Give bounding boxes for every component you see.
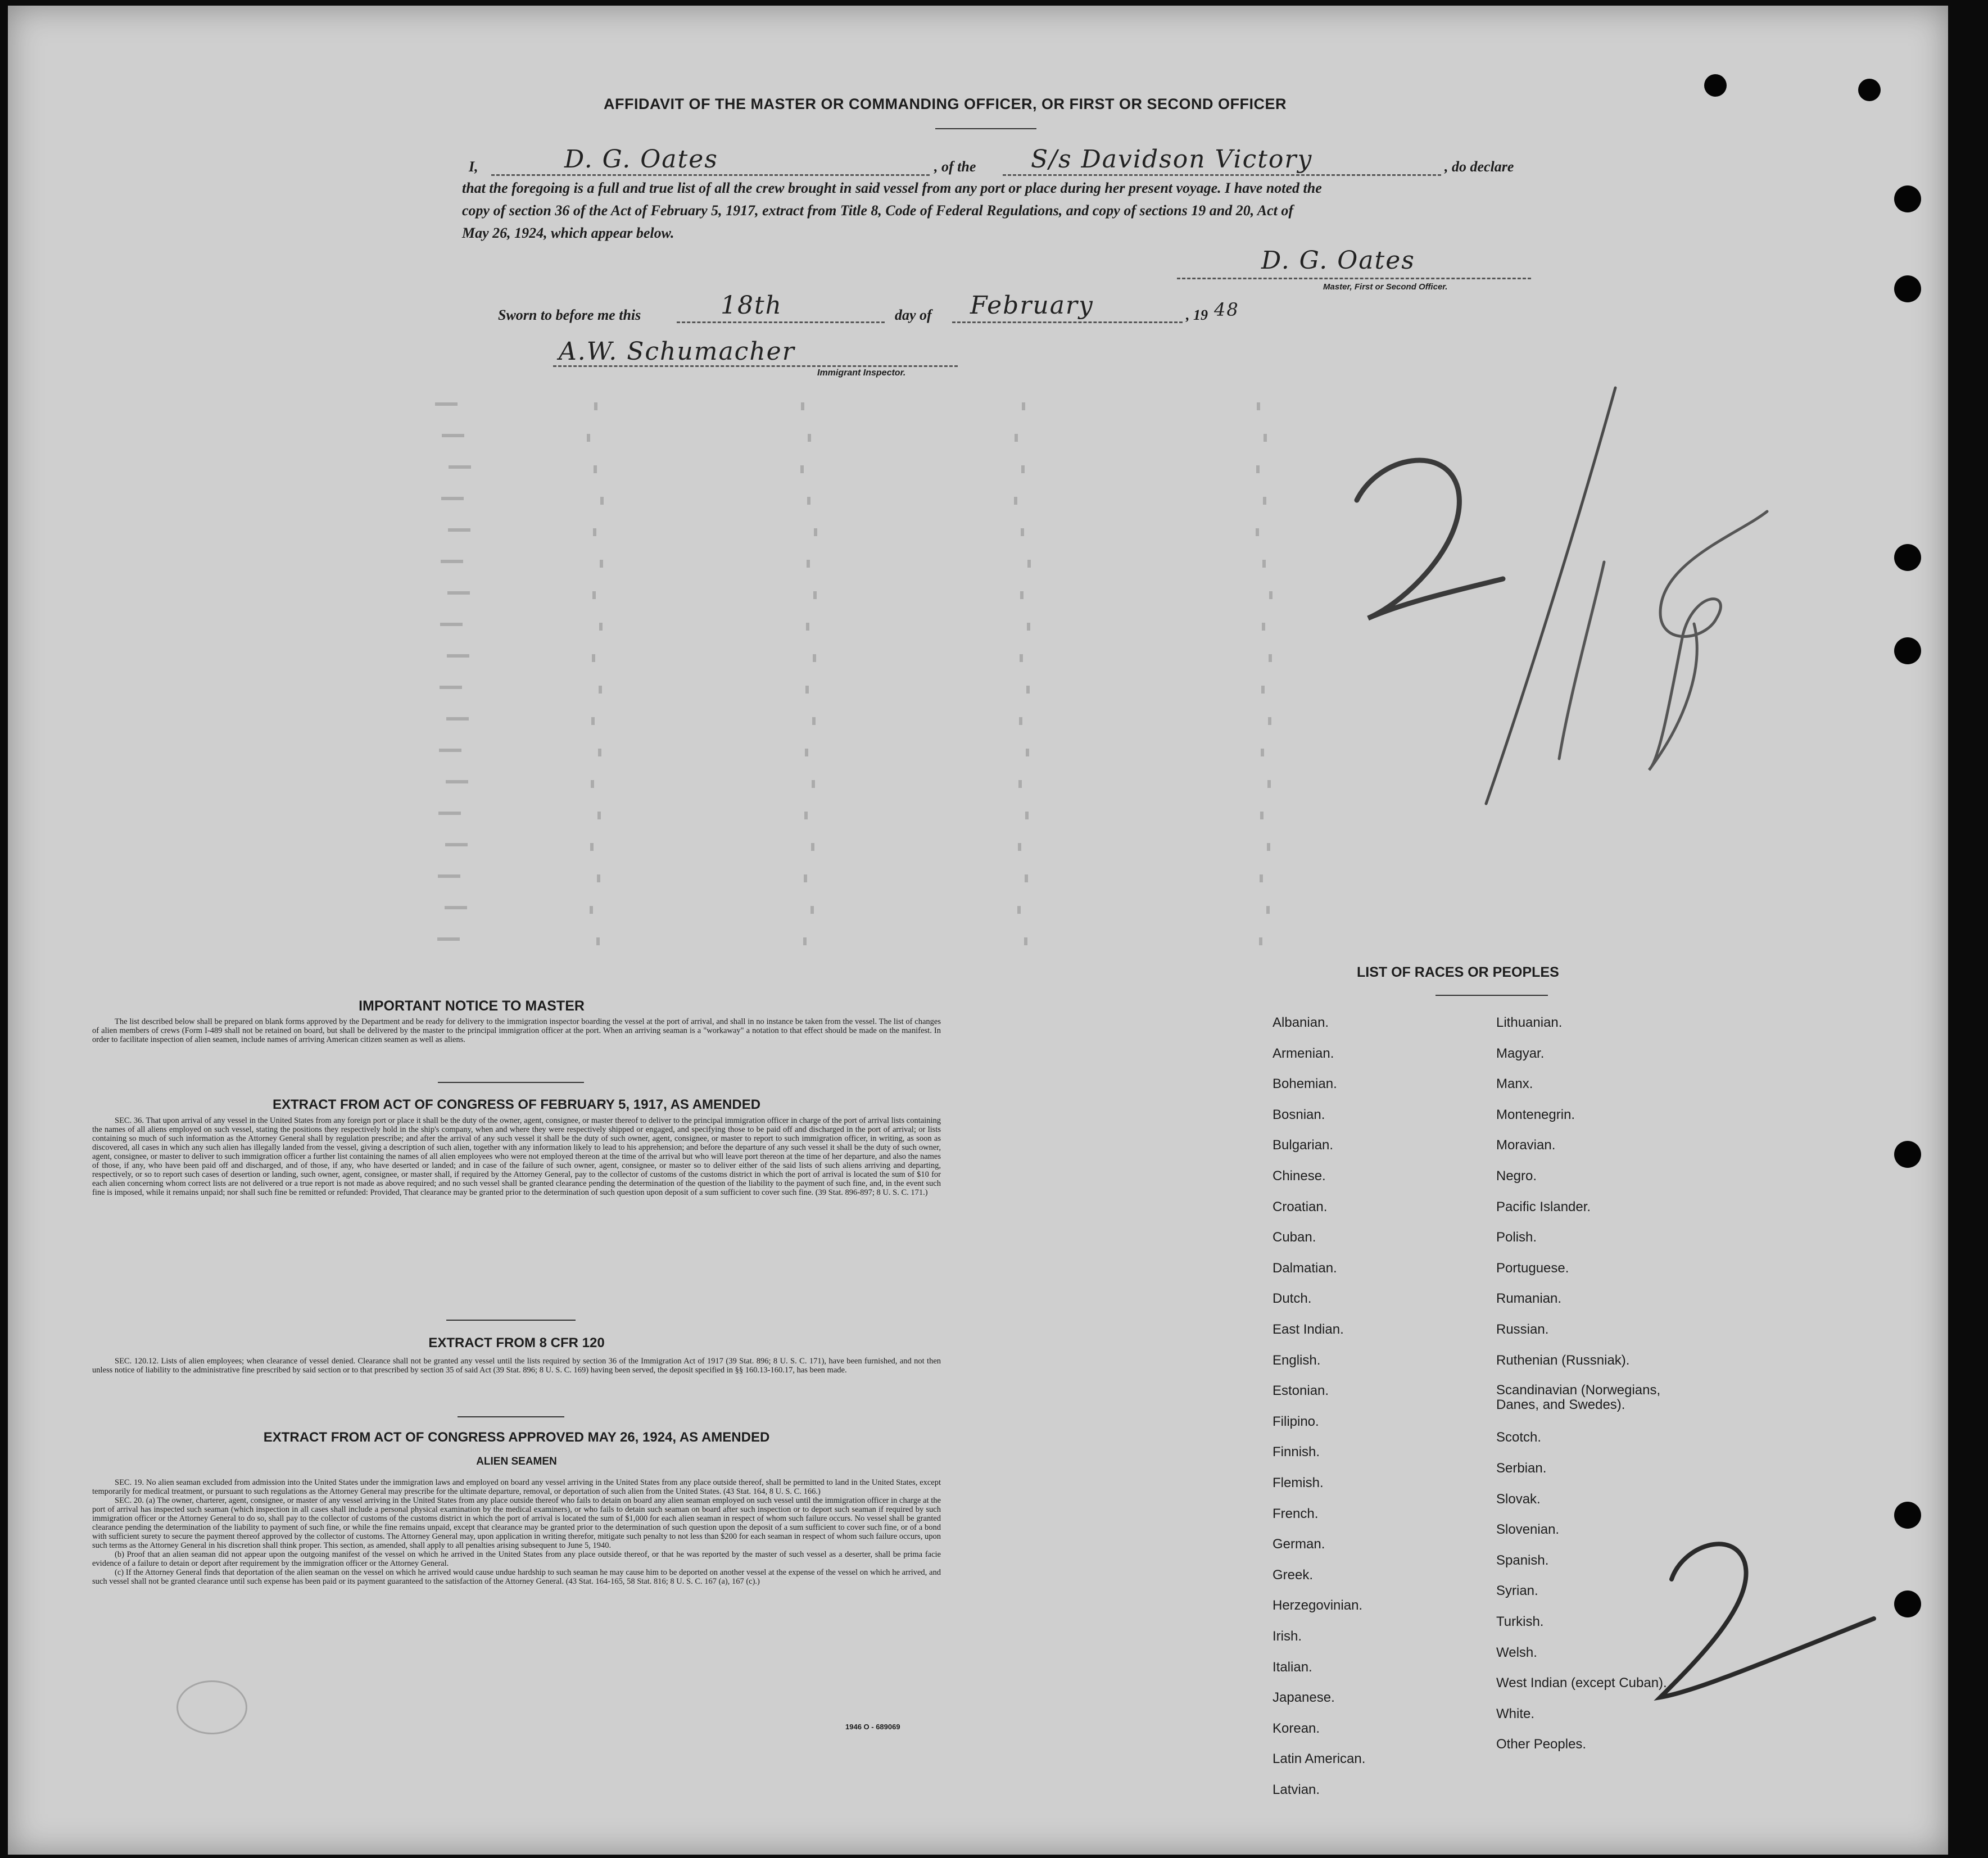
- ghost-mark: [1019, 717, 1022, 725]
- race-item: Bosnian.: [1272, 1107, 1325, 1122]
- extract-1924-body: [92, 1478, 941, 1586]
- ghost-mark: [1257, 402, 1260, 410]
- race-item: Italian.: [1272, 1659, 1312, 1675]
- ghost-mark: [437, 937, 460, 941]
- sec-20c-paragraph: (c) If the Attorney General finds that deportation of the alien seaman on the vessel on which he arrived would cause undue hardship to such seaman he may cause him to be deported on another vessel at the expense of the vessel on which he arrived, and such vessel shall not be granted clearance until such expense has been paid or its payment guaranteed to the satisfaction of the Attorney General. (43 Stat. 164-165, 58 Stat. 816; 8 U. S. C. 167 (a), 167 (c).): [92, 1568, 941, 1586]
- ghost-mark: [1020, 591, 1024, 599]
- master-name-handwritten: D. G. Oates: [564, 145, 718, 174]
- race-item: Latvian.: [1272, 1782, 1320, 1797]
- ghost-mark: [596, 937, 600, 945]
- ghost-mark: [805, 749, 808, 756]
- race-item: Armenian.: [1272, 1045, 1334, 1061]
- extract-cfr-body: [92, 1357, 941, 1375]
- race-item: Dalmatian.: [1272, 1260, 1337, 1276]
- divider: [438, 1082, 584, 1083]
- stamp: [176, 1680, 247, 1734]
- race-item: East Indian.: [1272, 1322, 1344, 1337]
- ghost-mark: [807, 560, 810, 568]
- race-item: Filipino.: [1272, 1413, 1319, 1429]
- race-item: Slovak.: [1496, 1491, 1541, 1507]
- notice-title: IMPORTANT NOTICE TO MASTER: [359, 998, 585, 1014]
- ghost-mark: [600, 560, 603, 568]
- ghost-mark: [803, 937, 807, 945]
- title-divider: [935, 128, 1036, 129]
- race-item: White.: [1496, 1706, 1535, 1721]
- vessel-name-handwritten: S/s Davidson Victory: [1031, 145, 1313, 174]
- races-title: LIST OF RACES OR PEOPLES: [1357, 964, 1559, 980]
- affidavit-body-line-2: copy of section 36 of the Act of February 5, 1917, extract from Title 8, Code of Federal Regulations, and copy of sections 19 and 20, Act of: [462, 202, 1293, 219]
- ghost-mark: [801, 402, 804, 410]
- ghost-mark: [593, 528, 596, 536]
- ghost-mark: [592, 654, 595, 662]
- ghost-mark: [1267, 843, 1270, 851]
- ghost-mark: [1024, 937, 1027, 945]
- race-item: Herzegovinian.: [1272, 1598, 1363, 1614]
- race-item: Syrian.: [1496, 1583, 1538, 1599]
- ghost-mark: [599, 623, 603, 631]
- race-item: Russian.: [1496, 1322, 1549, 1337]
- race-item: Negro.: [1496, 1168, 1537, 1184]
- race-item: Scandinavian (Norwegians, Danes, and Swedes).: [1496, 1383, 1661, 1413]
- sworn-day-handwritten: 18th: [721, 291, 783, 320]
- ghost-mark: [1018, 843, 1021, 851]
- race-item: Greek.: [1272, 1567, 1314, 1583]
- ghost-mark: [1263, 497, 1266, 505]
- ghost-mark: [448, 528, 470, 532]
- ghost-mark: [1267, 780, 1271, 788]
- race-item: Pacific Islander.: [1496, 1199, 1591, 1215]
- ghost-mark: [812, 717, 816, 725]
- ghost-mark: [1261, 749, 1264, 756]
- ghost-mark: [1260, 812, 1264, 819]
- ghost-mark: [440, 686, 462, 689]
- notice-paragraph: The list described below shall be prepared on blank forms approved by the Department and be ready for delivery to the immigration inspector boarding the vessel at the port of arrival, and shall in no instance be taken from the vessel. The list of changes of alien members of crews (Form I-489 shall not be retained on board, but shall be delivered by the master to the principal immigration officer at the port. When an arriving seaman is a "workaway" a notation to that effect should be made on the manifest. In order to facilitate inspection of alien seamen, include names of arriving American citizen seamen as well as aliens.: [92, 1017, 941, 1044]
- race-item: Montenegrin.: [1496, 1107, 1575, 1122]
- binder-hole: [1894, 637, 1921, 664]
- ghost-mark: [1026, 749, 1029, 756]
- race-item: Welsh.: [1496, 1644, 1537, 1660]
- extract-1917-title: EXTRACT FROM ACT OF CONGRESS OF FEBRUARY 5, 1917, AS AMENDED: [272, 1097, 761, 1112]
- race-item: Albanian.: [1272, 1015, 1329, 1030]
- sworn-day-line: [677, 321, 885, 323]
- ghost-mark: [1266, 906, 1270, 914]
- sec-120-paragraph: SEC. 120.12. Lists of alien employees; when clearance of vessel denied. Clearance shall not be granted any vessel until the lists required by section 36 of the Immigration Act of 1917 (39 Stat. 896; 8 U. S. C. 171), have been furnished, and not then unless notice of liability to the administrative fine prescribed by said section or to that prescribed by section 35 of said Act (39 Stat. 896; 8 U. S. C. 169) having been served, the deposit specified in §§ 160.13-160.17, has been made.: [92, 1357, 941, 1375]
- master-name-line: [491, 174, 930, 176]
- ghost-mark: [1269, 654, 1272, 662]
- race-item: Chinese.: [1272, 1168, 1326, 1184]
- ghost-mark: [1256, 465, 1260, 473]
- race-item: Spanish.: [1496, 1552, 1549, 1568]
- ghost-mark: [435, 402, 458, 406]
- ghost-mark: [1020, 654, 1023, 662]
- ghost-mark: [445, 906, 467, 909]
- ghost-mark: [590, 843, 594, 851]
- year-prefix: , 19: [1186, 307, 1208, 323]
- race-item: Bohemian.: [1272, 1076, 1337, 1092]
- ghost-mark: [813, 591, 817, 599]
- ghost-mark: [441, 560, 463, 563]
- ghost-mark: [442, 434, 464, 437]
- master-signature: D. G. Oates: [1261, 246, 1415, 275]
- race-item: French.: [1272, 1506, 1319, 1521]
- race-item: Flemish.: [1272, 1475, 1324, 1490]
- ghost-mark: [814, 528, 817, 536]
- ghost-mark: [438, 812, 461, 815]
- ghost-mark: [1022, 402, 1025, 410]
- signature-line: [1177, 278, 1531, 279]
- signature-caption: Master, First or Second Officer.: [1323, 282, 1448, 292]
- race-item: West Indian (except Cuban).: [1496, 1675, 1667, 1691]
- ghost-mark: [804, 812, 808, 819]
- extract-cfr-title: EXTRACT FROM 8 CFR 120: [428, 1335, 605, 1351]
- sec-36-paragraph: SEC. 36. That upon arrival of any vessel in the United States from any foreign port or place it shall be the duty of the owner, agent, consignee, or master thereof to deliver to the principal immigration officer in charge of the port of arrival lists containing the names of all aliens employed on such vessel, stating the positions they respectively hold in the ship's company, when and where they were respectively shipped or engaged, and specifying those to be paid off and discharged in the port of arrival; or lists containing so much of such information as the Attorney General shall by regulation prescribe; and after the arrival of any such vessel it shall be the duty of such owner, agent, consignee, or master to report to such immigration officer, in writing, as soon as discovered, all cases in which any such alien has illegally landed from the vessel, giving a description of such alien, together with any information likely to lead to his apprehension; and before the departure of any such vessel it shall be the duty of such owner, agent, consignee, or master to deliver to such immigration officer a further list containing the names of all alien employees who were not employed thereon at the time of the arrival but who will leave port thereon at the time of her departure, and also the names of those, if any, who have been paid off and discharged, and of those, if any, who have deserted or landed; and in case of the failure of such owner, agent, consignee, or master so to deliver either of the said lists of such aliens arriving and departing, respectively, or so to report such cases of desertion or landing, such owner, agent, consignee, or master shall, if required by the Attorney General, pay to the collector of customs of the customs district in which the port of arrival is located the sum of $10 for each alien concerning whom correct lists are not delivered or a true report is not made as above required; and no such vessel shall be granted clearance pending the determination of the question of the liability to the payment of such fine, and, in the event such fine is imposed, while it remains unpaid; nor shall such fine be remitted or refunded: Provided, That clearance may be granted prior to the determination of such question upon deposit of a sum sufficient to cover such fine. (39 Stat. 896-897; 8 U. S. C. 171.): [92, 1116, 941, 1197]
- ghost-mark: [597, 874, 600, 882]
- race-item: Japanese.: [1272, 1690, 1335, 1706]
- affidavit-title: AFFIDAVIT OF THE MASTER OR COMMANDING OFFICER, OR FIRST OR SECOND OFFICER: [604, 96, 1287, 112]
- divider: [458, 1416, 564, 1417]
- sec-20b-paragraph: (b) Proof that an alien seaman did not appear upon the outgoing manifest of the vessel on which he arrived in the United States from any place outside thereof, or that he was reported by the master of such vessel as a deserter, shall be prima facie evidence of a failure to detain or deport after requirement by the immigration officer or the Attorney General.: [92, 1550, 941, 1568]
- year-handwritten: 48: [1214, 299, 1239, 320]
- race-item: English.: [1272, 1352, 1321, 1368]
- races-divider: [1435, 995, 1548, 996]
- ghost-mark: [1018, 780, 1022, 788]
- day-of-label: day of: [895, 307, 932, 323]
- ghost-mark: [1021, 465, 1025, 473]
- race-item: Manx.: [1496, 1076, 1533, 1092]
- ghost-mark: [808, 434, 811, 442]
- ghost-mark: [1021, 528, 1024, 536]
- binder-hole: [1858, 79, 1881, 101]
- race-item: Magyar.: [1496, 1045, 1545, 1061]
- extract-1924-subtitle: ALIEN SEAMEN: [476, 1456, 557, 1467]
- ghost-mark: [440, 623, 463, 626]
- race-item: Croatian.: [1272, 1199, 1328, 1215]
- race-item: Polish.: [1496, 1230, 1537, 1245]
- ghost-mark: [1264, 434, 1267, 442]
- ghost-mark: [598, 749, 601, 756]
- affidavit-body-line-3: May 26, 1924, which appear below.: [462, 225, 674, 241]
- binder-hole: [1894, 275, 1921, 302]
- race-item: Portuguese.: [1496, 1260, 1569, 1276]
- sec-20a-paragraph: SEC. 20. (a) The owner, charterer, agent, consignee, or master of any vessel arriving in the United States from any place outside thereof who fails to detain on board any alien seaman employed on such vessel until the immigration officer in charge at the port of arrival has inspected such seaman (which inspection in all cases shall include a personal physical examination by the medical examiners), or who fails to detain such seaman on board after such inspection or to deport such seaman if required by such immigration officer or the Attorney General to do so, shall pay to the collector of customs of the customs district in which the port of arrival is located the sum of $1,000 for each alien seaman in respect of whom such failure occurs. No vessel shall be granted clearance pending the determination of the liability to payment of such fine, or while the fine remains unpaid, except that clearance may be granted prior to the determination of such question upon the deposit of a sum sufficient to cover such fine, or of a bond with sufficient surety to secure the payment thereof approved by the collector of customs. The Attorney General may, upon application in writing therefor, mitigate such penalty to not less than $200 for each seaman in respect of whom such failure occurs, upon such terms as the Attorney General in his discretion shall think proper. This section, as amended, shall apply to all penalties arising subsequent to June 5, 1940.: [92, 1496, 941, 1550]
- ghost-mark: [597, 812, 601, 819]
- ghost-mark: [805, 686, 809, 694]
- ghost-mark: [445, 843, 468, 846]
- ghost-mark: [1025, 812, 1029, 819]
- handwritten-count-mark: [1649, 1512, 1885, 1748]
- ghost-mark: [594, 402, 597, 410]
- ghost-mark: [599, 686, 602, 694]
- sec-19-paragraph: SEC. 19. No alien seaman excluded from admission into the United States under the immigration laws and employed on board any vessel arriving in the United States from any place outside thereof, shall be permitted to land in the United States, except temporarily for medical treatment, or pursuant to such regulations as the Attorney General may prescribe for the ultimate departure, removal, or deportation of such alien from the United States. (43 Stat. 164, 8 U. S. C. 166.): [92, 1478, 941, 1496]
- ghost-mark: [591, 717, 595, 725]
- affidavit-i-label: I,: [469, 158, 478, 175]
- ghost-mark: [438, 874, 460, 878]
- ghost-mark: [1015, 434, 1018, 442]
- race-item: Rumanian.: [1496, 1291, 1562, 1307]
- ghost-mark: [600, 497, 604, 505]
- ghost-mark: [800, 465, 804, 473]
- binder-hole: [1894, 1502, 1921, 1529]
- ghost-mark: [594, 465, 597, 473]
- ghost-mark: [1025, 874, 1028, 882]
- ghost-mark: [439, 749, 461, 752]
- inspector-signature: A.W. Schumacher: [559, 337, 795, 366]
- ghost-mark: [1260, 874, 1263, 882]
- ghost-mark: [587, 434, 590, 442]
- race-item: Other Peoples.: [1496, 1737, 1587, 1752]
- ghost-mark: [447, 654, 469, 658]
- extract-1917-body: [92, 1116, 941, 1197]
- ghost-mark: [1026, 686, 1030, 694]
- binder-hole: [1894, 544, 1921, 571]
- ghost-mark: [810, 906, 814, 914]
- race-item: Scotch.: [1496, 1430, 1542, 1445]
- ghost-mark: [1027, 560, 1031, 568]
- ghost-mark: [591, 780, 594, 788]
- notice-body: [92, 1017, 941, 1044]
- race-item: Irish.: [1272, 1629, 1302, 1644]
- divider: [446, 1320, 576, 1321]
- race-item: Cuban.: [1272, 1230, 1316, 1245]
- ghost-mark: [812, 780, 815, 788]
- binder-hole: [1704, 74, 1727, 97]
- race-item: Latin American.: [1272, 1751, 1366, 1767]
- sworn-label: Sworn to before me this: [498, 307, 641, 323]
- ghost-mark: [804, 874, 807, 882]
- print-code: 1946 O - 689069: [845, 1723, 900, 1731]
- ghost-mark: [806, 623, 809, 631]
- race-item: Slovenian.: [1496, 1522, 1560, 1538]
- ghost-mark: [807, 497, 810, 505]
- race-item: Serbian.: [1496, 1461, 1547, 1476]
- vessel-name-line: [1003, 174, 1441, 176]
- binder-hole: [1894, 185, 1921, 212]
- ghost-mark: [1262, 560, 1266, 568]
- extract-1924-title: EXTRACT FROM ACT OF CONGRESS APPROVED MAY 26, 1924, AS AMENDED: [263, 1430, 770, 1445]
- race-item: Bulgarian.: [1272, 1138, 1334, 1153]
- ghost-mark: [1269, 591, 1272, 599]
- ghost-mark: [1014, 497, 1017, 505]
- ghost-mark: [447, 591, 470, 595]
- race-item: Ruthenian (Russniak).: [1496, 1352, 1630, 1368]
- race-item: Finnish.: [1272, 1444, 1320, 1460]
- ghost-mark: [1268, 717, 1271, 725]
- document-page: [8, 6, 1948, 1855]
- race-item: Korean.: [1272, 1720, 1320, 1736]
- of-the-label: , of the: [934, 158, 976, 175]
- race-item: Turkish.: [1496, 1614, 1544, 1629]
- binder-hole: [1894, 1141, 1921, 1168]
- affidavit-body-line-1: that the foregoing is a full and true list of all the crew brought in said vessel from any port or place during her present voyage. I have noted the: [462, 180, 1322, 196]
- binder-hole: [1894, 1590, 1921, 1617]
- sworn-month-line: [952, 321, 1183, 323]
- race-item: German.: [1272, 1537, 1325, 1552]
- ghost-mark: [446, 780, 468, 783]
- ghost-mark: [1027, 623, 1030, 631]
- inspector-caption: Immigrant Inspector.: [817, 368, 906, 378]
- sworn-month-handwritten: February: [970, 291, 1094, 320]
- ghost-mark: [592, 591, 596, 599]
- ghost-mark: [449, 465, 471, 469]
- race-item: Lithuanian.: [1496, 1015, 1563, 1030]
- ghost-mark: [813, 654, 816, 662]
- ghost-mark: [811, 843, 814, 851]
- race-item: Dutch.: [1272, 1291, 1312, 1307]
- ghost-mark: [1017, 906, 1021, 914]
- handwritten-date-mark: [1346, 377, 1784, 837]
- ghost-mark: [590, 906, 593, 914]
- ghost-mark: [446, 717, 469, 720]
- do-declare-label: , do declare: [1444, 158, 1514, 175]
- ghost-mark: [441, 497, 464, 500]
- race-item: Estonian.: [1272, 1383, 1329, 1399]
- race-item: Moravian.: [1496, 1138, 1556, 1153]
- ghost-mark: [1256, 528, 1259, 536]
- inspector-line: [553, 365, 958, 367]
- ghost-mark: [1259, 937, 1262, 945]
- ghost-mark: [1262, 623, 1265, 631]
- ghost-mark: [1261, 686, 1265, 694]
